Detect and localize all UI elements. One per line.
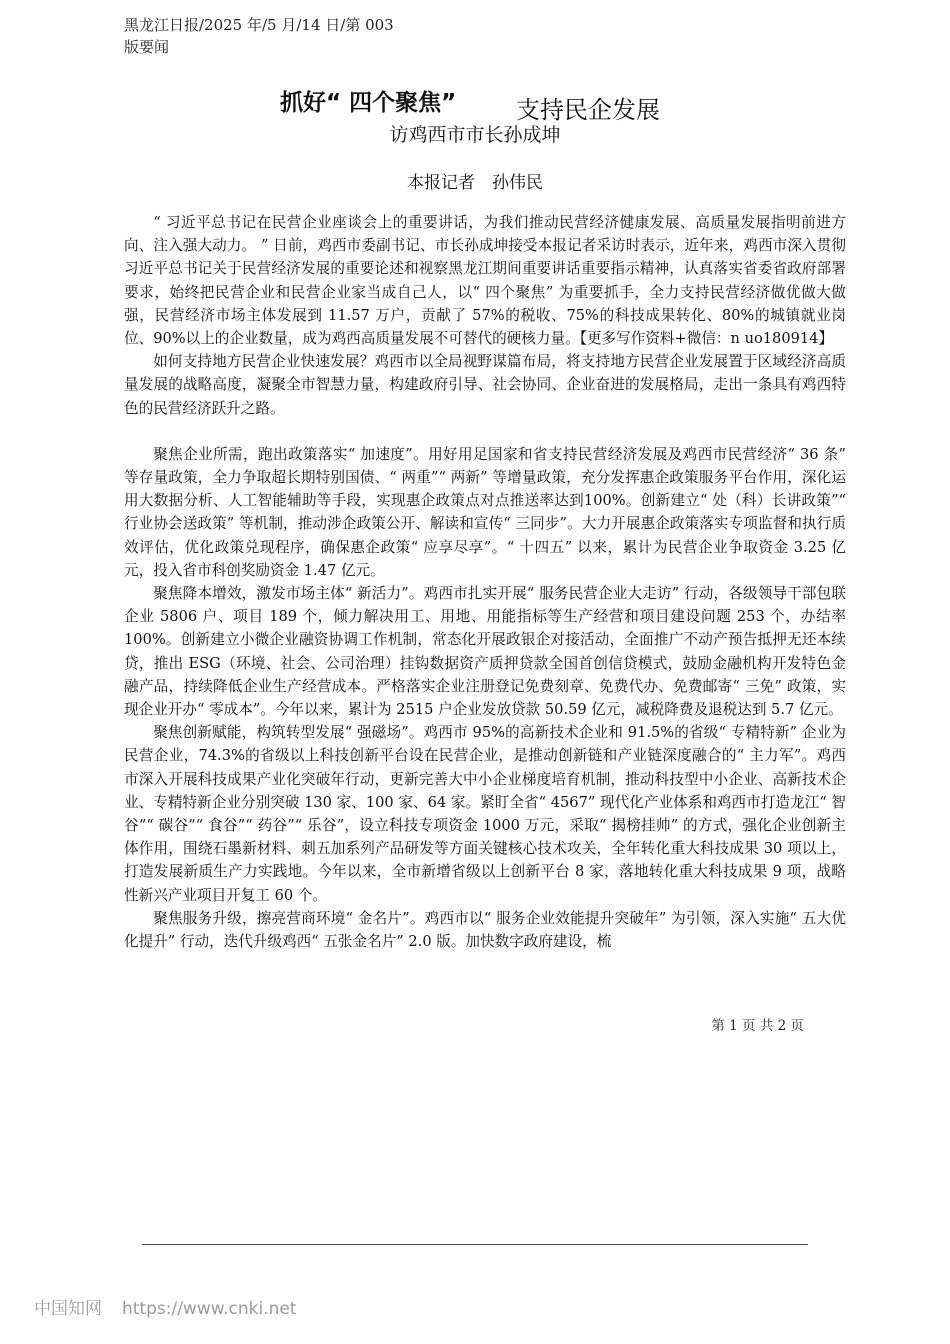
newspaper-section: 版要闻 [124, 38, 170, 56]
article-title-main: 抓好“ 四个聚焦” [280, 90, 457, 116]
article-byline: 本报记者 孙伟民 [407, 173, 543, 193]
footer-watermark [34, 1294, 316, 1319]
footer-divider [142, 1244, 808, 1245]
page-number: 第 1 页 共 2 页 [711, 1018, 804, 1034]
paragraph-5: 聚焦创新赋能，构筑转型发展“ 强磁场”。鸡西市 95%的高新技术企业和 91.5%的省级“ 专精特新” 企业为民营企业，74.3%的省级以上科技创新平台设在民营企业，是推动创新链和产业链深度融合的“ 主力军”。鸡西市深入开展科技成果产业化突破年行动，更新完善大中小企业梯度培育机制，推动科技型中小企业、高新技术企业、专精特新企业分别突破 130 家、100 家、64 家。紧盯全省“ 4567” 现代化产业体系和鸡西市打造龙江“ 智谷”“ 碳谷”“ 食谷”“ 药谷”“ 乐谷”，设立科技专项资金 1000 万元，采取“ 揭榜挂帅” 的方式，强化企业创新主体作用，围绕石墨新材料、刺五加系列产品研发等方面关键核心技术攻关，全年转化重大科技成果 30 项以上，打造发展新质生产力实践地。今年以来，全市新增省级以上创新平台 8 家，落地转化重大科技成果 9 项，战略性新兴产业项目开复工 60 个。 [124, 724, 846, 904]
paragraph-6: 聚焦服务升级，擦亮营商环境“ 金名片”。鸡西市以“ 服务企业效能提升突破年” 为引领，深入实施“ 五大优化提升” 行动，迭代升级鸡西“ 五张金名片” 2.0 版。加快数字政府建设，梳 [124, 909, 846, 951]
article-title-secondary: 支持民企发展 [516, 96, 660, 124]
article-body [124, 211, 846, 953]
paragraph-2: 如何支持地方民营企业快速发展？鸡西市以全局视野谋篇布局，将支持地方民营企业发展置于区域经济高质量发展的战略高度，凝聚全市智慧力量，构建政府引导、社会协同、企业奋进的发展格局，走出一条具有鸡西特色的民营经济跃升之路。 [124, 353, 846, 417]
cnki-url: https://www.cnki.net [122, 1299, 297, 1319]
article-title [0, 84, 950, 124]
paragraph-3: 聚焦企业所需，跑出政策落实“ 加速度”。用好用足国家和省支持民营经济发展及鸡西市民营经济“ 36 条” 等存量政策，全力争取超长期特别国债、“ 两重”“ 两新” 等增量政策，充分发挥惠企政策服务平台作用，深化运用大数据分析、人工智能辅助等手段，实现惠企政策点对点推送率达到100%。创新建立“ 处（科）长讲政策”“ 行业协会送政策” 等机制，推动涉企政策公开、解读和宣传“ 三同步”。大力开展惠企政策落实专项监督和执行质效评估，优化政策兑现程序，确保惠企政策“ 应享尽享”。“ 十四五” 以来，累计为民营企业争取资金 3.25 亿元，投入省市科创奖励资金 1.47 亿元。 [124, 445, 846, 579]
cnki-brand: 中国知网 [34, 1299, 102, 1319]
paragraph-1: “ 习近平总书记在民营企业座谈会上的重要讲话，为我们推动民营经济健康发展、高质量发展指明前进方向、注入强大动力。 ” 日前，鸡西市委副书记、市长孙成坤接受本报记者采访时表示，近年来，鸡西市深入贯彻习近平总书记关于民营经济发展的重要论述和视察黑龙江期间重要讲话重要指示精神，认真落实省委省政府部署要求，始终把民营企业和民营企业家当成自己人，以“ 四个聚焦” 为重要抓手，全力支持民营经济做优做大做强，民营经济市场主体发展到 11.57 万户，贡献了 57%的税收、75%的科技成果转化、80%的城镇就业岗位、90%以上的企业数量，成为鸡西高质量发展不可替代的硬核力量。【更多写作资料+微信：n uo180914】 [124, 214, 846, 348]
article-subtitle: 访鸡西市市长孙成坤 [389, 124, 561, 146]
paragraph-4: 聚焦降本增效，激发市场主体“ 新活力”。鸡西市扎实开展“ 服务民营企业大走访” 行动，各级领导干部包联企业 5806 户、项目 189 个，倾力解决用工、用地、用能指标等生产经营和项目建设问题 253 个，办结率 100%。创新建立小微企业融资协调工作机制，常态化开展政银企对接活动，全面推广不动产预告抵押无还本续贷，推出 ESG（环境、社会、公司治理）挂钩数据资产质押贷款全国首创信贷模式，鼓励金融机构开发特色金融产品，持续降低企业生产经营成本。严格落实企业注册登记免费刻章、免费代办、免费邮寄“ 三免” 政策，实现企业开办“ 零成本”。今年以来，累计为 2515 户企业发放贷款 50.59 亿元，减税降费及退税达到 5.7 亿元。 [124, 585, 846, 719]
newspaper-source: 黑龙江日报/2025 年/5 月/14 日/第 003 [124, 16, 394, 34]
